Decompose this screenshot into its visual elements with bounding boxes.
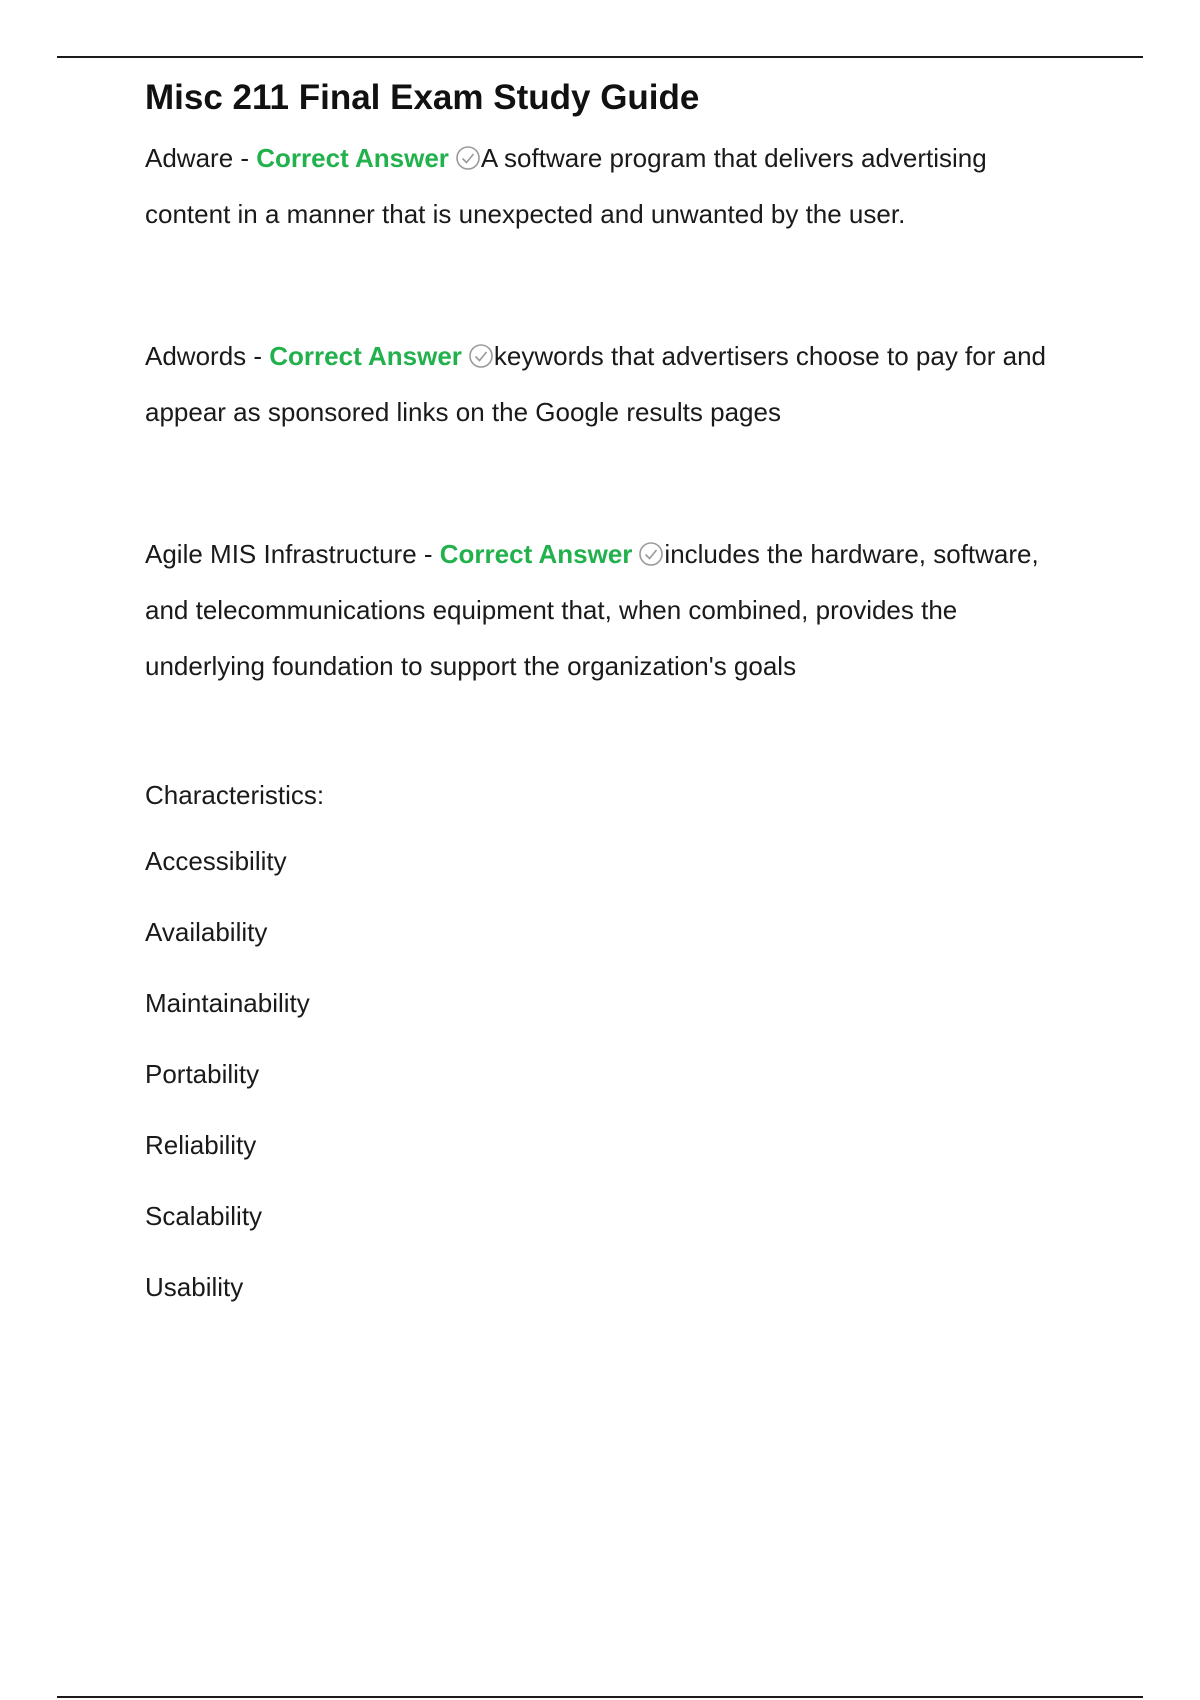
check-circle-icon xyxy=(455,145,481,171)
bottom-rule xyxy=(57,1696,1143,1698)
characteristic-item: Availability xyxy=(145,917,268,947)
characteristic-item: Maintainability xyxy=(145,988,310,1018)
characteristic-item: Usability xyxy=(145,1272,244,1302)
entry-definition: keywords that advertisers choose to pay for and appear as sponsored links on the Google results pages xyxy=(145,341,1046,427)
entry-definition: includes the hardware, software, and telecommunications equipment that, when combined, provides the underlying foundation to support the organization's goals xyxy=(145,539,1039,681)
correct-answer-label: Correct Answer xyxy=(269,341,462,371)
correct-answer-label: Correct Answer xyxy=(256,143,449,173)
term-separator: - xyxy=(246,341,270,371)
correct-answer-label: Correct Answer xyxy=(439,539,633,569)
characteristic-item: Accessibility xyxy=(145,846,287,876)
characteristic-item: Portability xyxy=(145,1059,260,1089)
check-circle-icon xyxy=(638,541,664,567)
entry-adware xyxy=(145,130,1075,242)
entry-term: Adware xyxy=(145,143,234,173)
page-title: Misc 211 Final Exam Study Guide xyxy=(145,78,700,117)
characteristic-item: Reliability xyxy=(145,1130,257,1160)
entry-adwords xyxy=(145,328,1075,440)
document-body xyxy=(145,74,1075,1343)
entry-term: Adwords xyxy=(145,341,247,371)
check-circle-icon xyxy=(468,343,494,369)
term-separator: - xyxy=(233,143,257,173)
top-rule xyxy=(57,56,1143,58)
entry-agile-mis-infrastructure xyxy=(145,526,1075,694)
characteristic-item: Scalability xyxy=(145,1201,263,1231)
term-separator: - xyxy=(416,539,440,569)
characteristics-heading: Characteristics: xyxy=(145,780,325,810)
entry-definition: A software program that delivers advertising content in a manner that is unexpected and unwanted by the user. xyxy=(145,143,987,229)
entry-term: Agile MIS Infrastructure xyxy=(145,539,417,569)
